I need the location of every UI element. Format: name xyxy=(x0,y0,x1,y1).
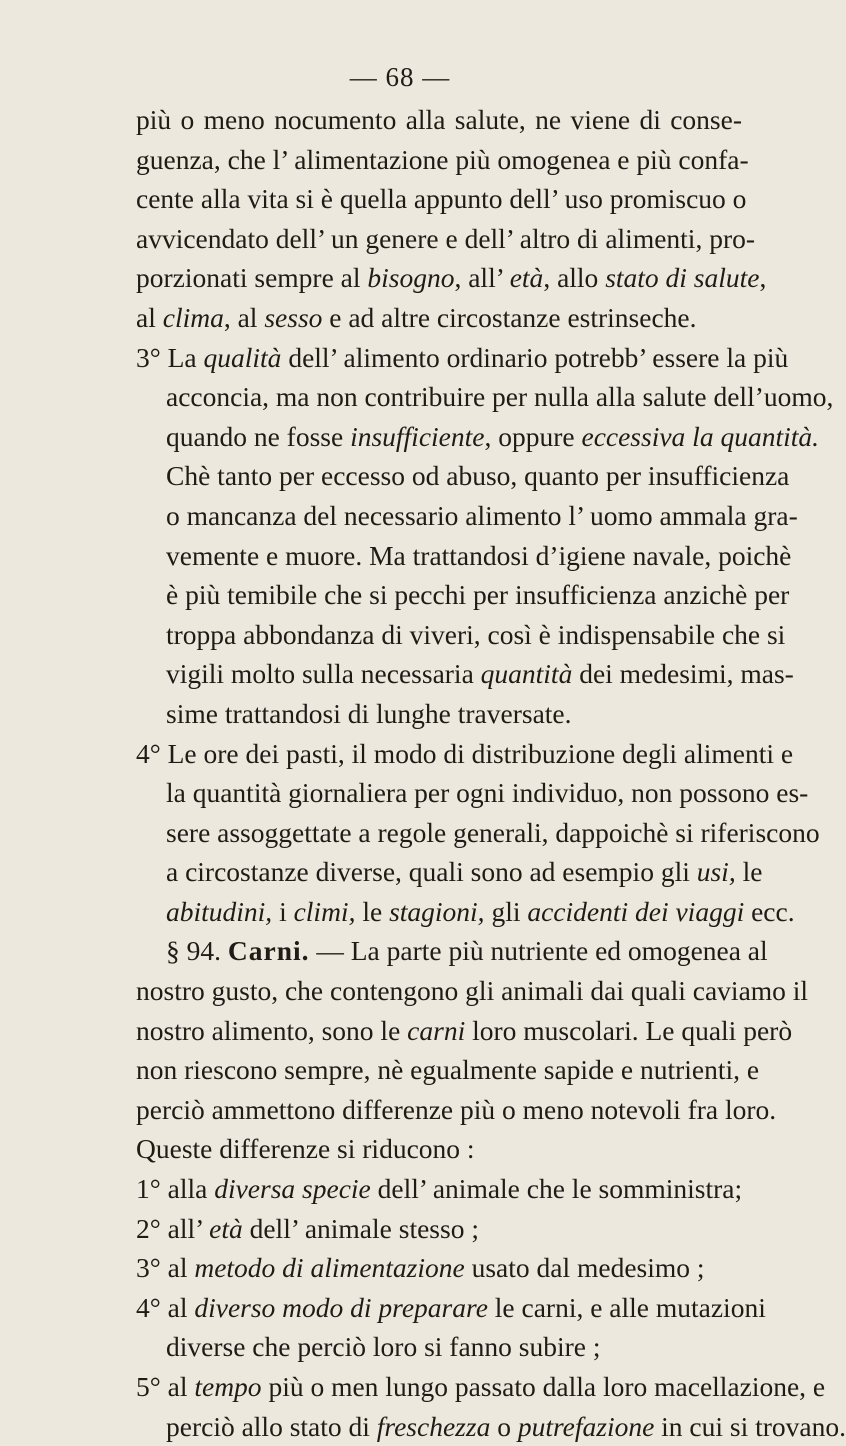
text-run: 4° Le ore dei pasti, il modo di distribuzione degli alimenti e xyxy=(136,737,794,769)
text-line xyxy=(136,536,792,576)
text-run: porzionati sempre al xyxy=(136,262,368,294)
text-run: avvicendato dell’ un genere e dell’ altro di alimenti, pro- xyxy=(136,222,756,254)
text-line xyxy=(136,100,742,140)
text-run: cente alla vita si è quella appunto dell’ uso promiscuo o xyxy=(136,183,747,215)
emphasis-text: tempo xyxy=(194,1371,262,1402)
emphasis-text: bisogno xyxy=(367,262,455,294)
text-run: i xyxy=(272,895,294,927)
text-run: perciò allo stato di xyxy=(166,1410,377,1442)
text-run: nostro alimento, sono le xyxy=(136,1014,408,1046)
text-run: Chè tanto per eccesso od abuso, quanto per insufficienza xyxy=(166,460,790,492)
text-run: a circostanze diverse, quali sono ad esempio gli xyxy=(166,856,697,888)
emphasis-text: stagioni, xyxy=(389,895,485,927)
emphasis-text: putrefazione xyxy=(517,1410,655,1442)
text-run: 3° al xyxy=(136,1252,195,1284)
text-run: vigili molto sulla necessaria xyxy=(166,658,481,690)
text-line xyxy=(136,1209,742,1249)
text-line xyxy=(136,931,768,971)
text-line xyxy=(136,813,820,853)
text-line xyxy=(136,179,747,219)
text-line xyxy=(136,338,789,378)
text-run: più o meno nocumento alla salute, ne viene di conse- xyxy=(136,104,742,135)
text-run: loro muscolari. Le quali però xyxy=(465,1014,793,1046)
text-line xyxy=(136,892,795,932)
emphasis-text: età xyxy=(509,262,544,294)
text-run: guenza, che l’ alimentazione più omogenea e più confa- xyxy=(136,143,749,175)
text-line xyxy=(136,615,786,655)
text-run: la quantità giornaliera per ogni individuo, non possono es- xyxy=(166,777,809,809)
text-run: al xyxy=(136,301,163,333)
emphasis-text: insufficiente xyxy=(350,420,485,452)
text-run: non riescono sempre, nè egualmente sapide e nutrienti, e xyxy=(136,1054,760,1086)
text-run: dei medesimi, mas- xyxy=(572,658,794,690)
text-line xyxy=(136,456,790,496)
text-run: 3° La xyxy=(136,341,204,373)
emphasis-text: età xyxy=(209,1212,243,1244)
text-line xyxy=(136,734,794,774)
text-run: dell’ animale stesso ; xyxy=(242,1212,479,1244)
text-line xyxy=(136,575,790,615)
page-number: — 68 — xyxy=(349,62,451,92)
text-run: in cui si trovano. xyxy=(654,1410,846,1442)
text-line xyxy=(136,1407,846,1446)
text-line xyxy=(136,377,834,417)
text-line xyxy=(136,773,809,813)
text-line xyxy=(136,971,809,1011)
text-line xyxy=(136,1248,742,1288)
text-line xyxy=(136,298,742,338)
emphasis-text: stato di salute xyxy=(605,262,760,294)
emphasis-text: carni xyxy=(407,1014,466,1046)
text-run: o mancanza del necessario alimento l’ uomo ammala gra- xyxy=(166,499,798,531)
text-run: — La parte più nutriente ed omogenea al xyxy=(309,935,768,967)
emphasis-text: abitudini, xyxy=(166,895,273,927)
text-run: Queste differenze si riducono : xyxy=(136,1133,475,1165)
text-run: perciò ammettono differenze più o meno notevoli fra loro. xyxy=(136,1093,777,1125)
text-run: sere assoggettate a regole generali, dappoichè si riferiscono xyxy=(166,816,820,848)
text-run: , all’ xyxy=(454,262,510,294)
text-run: dell’ alimento ordinario potrebb’ essere la più xyxy=(281,341,789,373)
text-run: e ad altre circostanze estrinseche. xyxy=(322,301,697,333)
text-run: le carni, e alle mutazioni xyxy=(487,1291,766,1323)
text-run: , allo xyxy=(543,262,606,294)
text-line xyxy=(136,1288,766,1328)
text-line xyxy=(136,1367,826,1407)
emphasis-text: sesso xyxy=(264,301,323,333)
text-run: sime trattandosi di lunghe traversate. xyxy=(166,697,572,729)
text-run: quando ne fosse xyxy=(166,420,351,452)
text-line xyxy=(136,1050,760,1090)
text-run: gli xyxy=(484,895,528,927)
text-line xyxy=(136,140,749,180)
text-line xyxy=(136,852,763,892)
text-run: § 94. xyxy=(166,935,228,967)
text-run: è più temibile che si pecchi per insufficienza anzichè per xyxy=(166,579,790,611)
text-run: nostro gusto, che contengono gli animali dai quali caviamo il xyxy=(136,975,809,1007)
text-run: , oppure xyxy=(484,420,582,452)
text-line xyxy=(136,219,756,259)
emphasis-text: freschezza xyxy=(376,1410,491,1442)
text-run: 1° alla xyxy=(136,1173,215,1205)
text-run: vemente e muore. Ma trattandosi d’igiene navale, poichè xyxy=(166,539,792,571)
text-line xyxy=(136,1169,742,1209)
text-line xyxy=(136,654,794,694)
text-run: ecc. xyxy=(744,895,795,927)
text-run: acconcia, ma non contribuire per nulla alla salute dell’uomo, xyxy=(166,381,834,413)
text-line xyxy=(136,258,767,298)
text-run: più o men lungo passato dalla loro macellazione, e xyxy=(261,1371,826,1402)
text-line xyxy=(136,1129,742,1169)
text-run: diverse che perciò loro si fanno subire ; xyxy=(166,1331,601,1363)
text-line xyxy=(136,496,798,536)
text-run: o xyxy=(490,1410,518,1442)
text-run: , xyxy=(759,262,767,294)
text-run: 5° al xyxy=(136,1371,195,1402)
emphasis-text: climi, xyxy=(293,895,356,927)
section-heading: Carni. xyxy=(227,935,310,967)
text-run: 2° all’ xyxy=(136,1212,210,1244)
emphasis-text: diversa specie xyxy=(214,1173,371,1205)
text-run: 4° al xyxy=(136,1291,195,1323)
text-line xyxy=(136,1011,793,1051)
text-run: usato dal medesimo ; xyxy=(464,1252,705,1284)
emphasis-text: quantità xyxy=(480,658,573,690)
emphasis-text: metodo di alimentazione xyxy=(194,1252,465,1284)
emphasis-text: clima xyxy=(162,301,224,333)
text-line xyxy=(136,1327,742,1367)
text-run: le xyxy=(735,856,763,888)
emphasis-text: diverso modo di preparare xyxy=(194,1291,488,1323)
body-text xyxy=(136,100,846,1446)
text-line xyxy=(136,694,742,734)
text-line xyxy=(136,417,819,457)
text-run: le xyxy=(355,895,390,927)
emphasis-text: accidenti dei viaggi xyxy=(527,895,745,927)
text-line xyxy=(136,1090,777,1130)
text-run: dell’ animale che le somministra; xyxy=(370,1173,743,1205)
emphasis-text: usi, xyxy=(696,856,736,888)
text-run: , al xyxy=(223,301,265,333)
emphasis-text: eccessiva la quantità. xyxy=(581,420,819,452)
text-run: troppa abbondanza di viveri, così è indispensabile che si xyxy=(166,618,786,650)
emphasis-text: qualità xyxy=(203,341,282,373)
